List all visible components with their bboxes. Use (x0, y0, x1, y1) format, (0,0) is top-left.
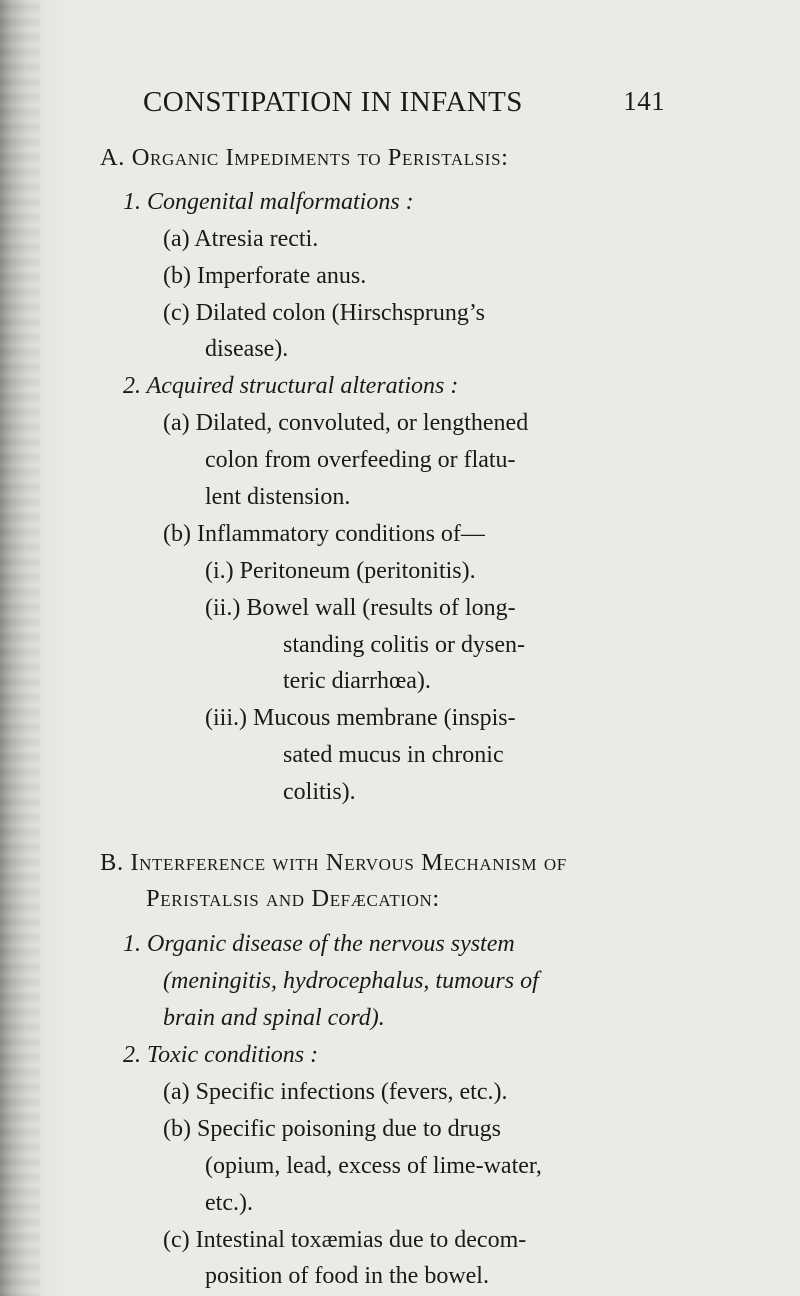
section-a-item-1c-line-2: disease). (205, 336, 289, 362)
section-a-item-1c-line-1: (c) Dilated colon (Hirschsprung’s (163, 300, 485, 326)
running-header (143, 86, 665, 126)
section-a-item-2b-ii-line-1: (ii.) Bowel wall (results of long- (205, 595, 516, 621)
section-a-item-2b-ii-line-3: teric diarrhœa). (283, 668, 431, 694)
section-a-item-2a-line-1: (a) Dilated, convoluted, or lengthened (163, 410, 529, 436)
section-b-item-2b-line-1: (b) Specific poisoning due to drugs (163, 1116, 501, 1142)
section-a-item-1a: (a) Atresia recti. (163, 226, 319, 252)
section-b-heading-line-2: Peristalsis and Defæcation: (146, 885, 440, 912)
page-number: 141 (623, 86, 665, 116)
section-a-item-2b-iii-line-1: (iii.) Mucous membrane (inspis- (205, 705, 516, 731)
section-b-item-2c-line-2: position of food in the bowel. (205, 1263, 489, 1289)
section-a-item-2b-iii-line-3: colitis). (283, 779, 356, 805)
section-a-item-1-label: 1. Congenital malformations : (123, 189, 414, 215)
section-b-item-2b-line-3: etc.). (205, 1190, 253, 1216)
section-b-item-1-line-2: (meningitis, hydrocephalus, tumours of (163, 968, 539, 994)
section-a-item-2b-iii-line-2: sated mucus in chronic (283, 742, 504, 768)
section-b-item-2b-line-2: (opium, lead, excess of lime-water, (205, 1153, 542, 1179)
section-a-heading: A. Organic Impediments to Peristalsis: (100, 144, 509, 171)
section-b-item-2-label: 2. Toxic conditions : (123, 1042, 319, 1068)
section-a-item-2-label: 2. Acquired structural alterations : (123, 373, 459, 399)
section-b-item-2a: (a) Specific infections (fevers, etc.). (163, 1079, 508, 1105)
section-b-heading-line-1: B. Interference with Nervous Mechanism of (100, 849, 567, 876)
section-b-item-2c-line-1: (c) Intestinal toxæmias due to decom- (163, 1227, 527, 1253)
section-b-item-1-line-3: brain and spinal cord). (163, 1005, 385, 1031)
section-a-item-2b-ii-line-2: standing colitis or dysen- (283, 632, 525, 658)
section-a-item-2b: (b) Inflammatory conditions of— (163, 521, 485, 547)
section-a-item-2a-line-3: lent distension. (205, 484, 351, 510)
section-a-item-2b-i: (i.) Peritoneum (peritonitis). (205, 558, 476, 584)
section-a-item-2a-line-2: colon from overfeeding or flatu- (205, 447, 516, 473)
section-b-item-1-line-1: 1. Organic disease of the nervous system (123, 931, 515, 957)
section-a-item-1b: (b) Imperforate anus. (163, 263, 367, 289)
running-title: CONSTIPATION IN INFANTS (143, 86, 523, 118)
